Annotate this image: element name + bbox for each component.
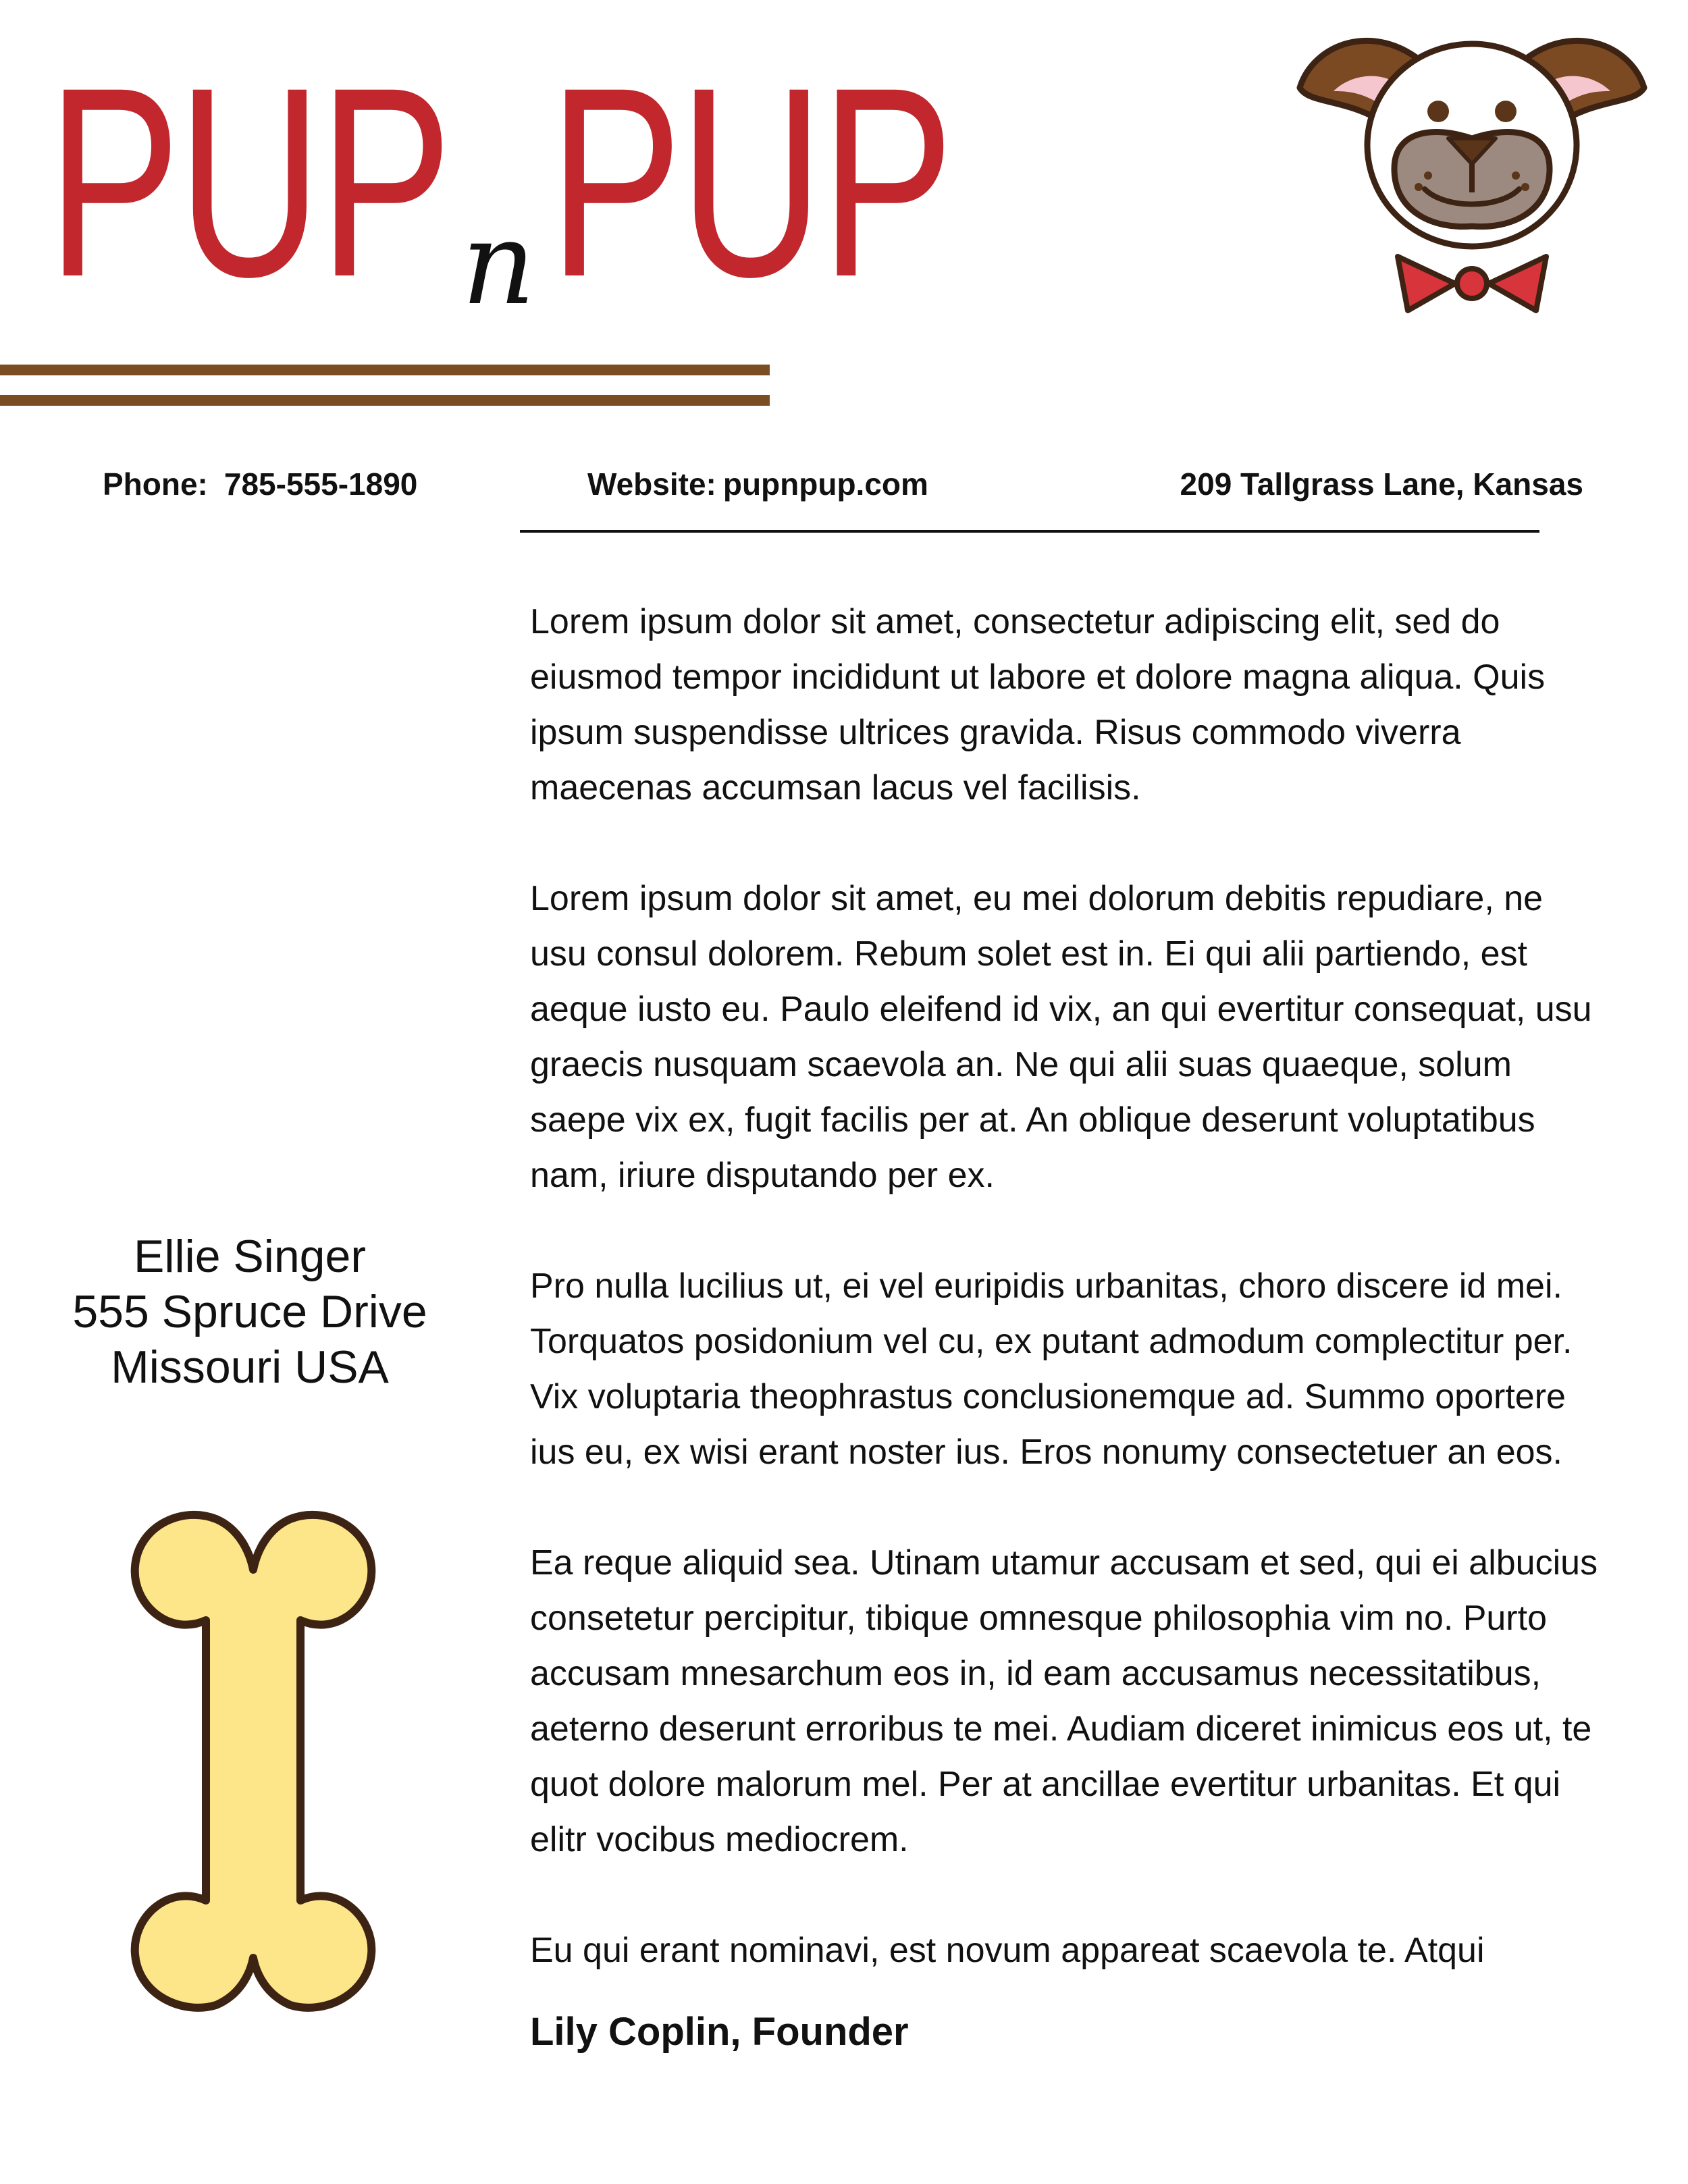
logo-word-second: PUP xyxy=(548,31,951,333)
letter-paragraph-3: Pro nulla lucilius ut, ei vel euripidis urbanitas, choro discere id mei. Torquatos posidonium vel cu, ex putant admodum complectitur per. Vix voluptaria theophrastus conclusionemque ad. Summo oportere ius eu, ex wisi erant noster ius. Eros nonumy consectetuer an eos. xyxy=(530,1267,1573,1472)
letter-paragraph-4: Ea reque aliquid sea. Utinam utamur accusam et sed, qui ei albucius consetetur percipitur, tibique omnesque philosophia vim no. Purto accusam mnesarchum eos in, id eam accusamus necessitatibus, aeterno deserunt erroribus te mei. Audiam diceret inimicus eos ut, te quot dolore malorum mel. Per at ancillae evertitur urbanitas. Et qui elitr vocibus mediocrem. xyxy=(530,1543,1598,1859)
website-label: Website: xyxy=(587,467,716,502)
letter-body xyxy=(530,594,1607,2059)
header-stripe-top xyxy=(0,365,770,375)
contact-website xyxy=(587,466,928,502)
letter-signature: Lily Coplin, Founder xyxy=(530,2010,909,2054)
recipient-street: 555 Spruce Drive xyxy=(72,1286,427,1337)
header-stripe-bottom xyxy=(0,395,770,406)
letter-paragraph-1: Lorem ipsum dolor sit amet, consectetur adipiscing elit, sed do eiusmod tempor incididunt ut labore et dolore magna aliqua. Quis ipsum suspendisse ultrices gravida. Risus commodo viverra maecenas accumsan lacus vel facilisis. xyxy=(530,602,1546,807)
letter-paragraph-5: Eu qui erant nominavi, est novum appareat scaevola te. Atqui xyxy=(530,1931,1485,1970)
contact-divider xyxy=(520,530,1539,533)
website-value: pupnpup.com xyxy=(722,467,928,502)
phone-value: 785-555-1890 xyxy=(223,467,418,502)
logo-connector: n xyxy=(461,197,535,331)
recipient-region: Missouri USA xyxy=(111,1341,389,1393)
recipient-name: Ellie Singer xyxy=(134,1231,366,1282)
contact-phone xyxy=(103,466,417,502)
phone-label: Phone: xyxy=(103,467,208,502)
recipient-address-block xyxy=(41,1229,459,1395)
brand-logo-wordmark xyxy=(47,31,1092,333)
logo-word-first: PUP xyxy=(47,31,450,333)
dog-face-with-bowtie-icon xyxy=(1286,24,1658,334)
bone-icon xyxy=(122,1502,385,2022)
letter-paragraph-2: Lorem ipsum dolor sit amet, eu mei dolorum debitis repudiare, ne usu consul dolorem. Rebum solet est in. Ei qui alii partiendo, est aeque iusto eu. Paulo eleifend id vix, an qui evertitur consequat, usu graecis nusquam scaevola an. Ne qui alii suas quaeque, solum saepe vix ex, fugit facilis per at. An oblique deserunt voluptatibus nam, iriure disputando per ex. xyxy=(530,879,1592,1195)
contact-address: 209 Tallgrass Lane, Kansas xyxy=(1180,467,1583,502)
